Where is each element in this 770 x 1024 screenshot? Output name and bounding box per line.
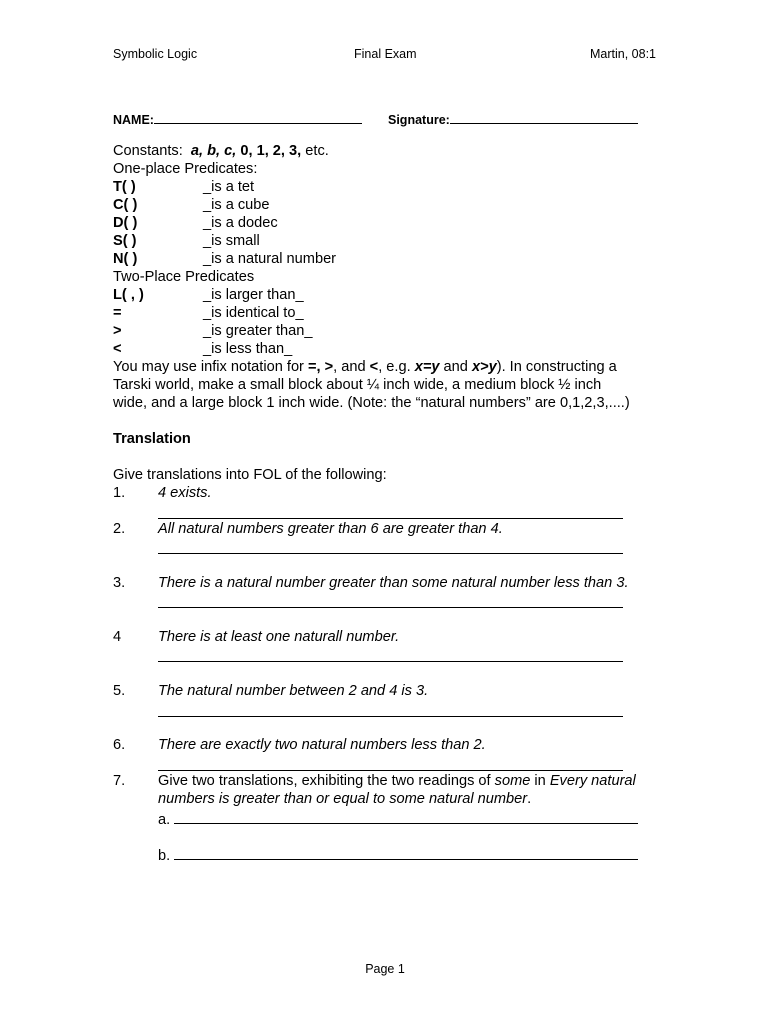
predicate-description: _is a cube — [203, 197, 270, 213]
predicate-description: _is a dodec — [203, 215, 278, 231]
answer-b-label: b. — [158, 848, 171, 864]
two-place-heading: Two-Place Predicates — [113, 269, 255, 285]
predicate-symbol: L( , ) — [113, 287, 144, 303]
predicate-symbol: D( ) — [113, 215, 138, 231]
predicate-symbol: < — [113, 341, 122, 357]
answer-a-line[interactable] — [174, 809, 638, 824]
predicate-description: _is identical to_ — [203, 305, 304, 321]
infix-note-line-3: wide, and a large block 1 inch wide. (Note: the “natural numbers” are 0,1,2,3,....) — [113, 395, 630, 411]
predicate-symbol: = — [113, 305, 122, 321]
question-text: There is at least one naturall number. — [158, 629, 400, 645]
infix-note-line-2: Tarski world, make a small block about ¼ inch wide, a medium block ½ inch — [113, 377, 602, 393]
constants-letters: a, b, c, — [190, 143, 237, 159]
signature-field[interactable] — [388, 111, 638, 127]
answer-line[interactable] — [158, 518, 623, 519]
constants-line — [113, 142, 329, 160]
answer-a[interactable] — [158, 809, 638, 829]
question-text: There are exactly two natural numbers less than 2. — [158, 737, 486, 753]
answer-line[interactable] — [158, 553, 623, 554]
section-title: Translation — [113, 431, 191, 447]
instructions: Give translations into FOL of the following: — [113, 467, 387, 483]
signature-label: Signature: — [388, 113, 450, 127]
answer-b-line[interactable] — [174, 845, 638, 860]
page-number: Page 1 — [365, 962, 405, 976]
question-number: 4 — [113, 629, 122, 645]
one-place-heading: One-place Predicates: — [113, 161, 258, 177]
predicate-symbol: S( ) — [113, 233, 137, 249]
constants-etc: etc. — [305, 143, 329, 159]
question-number: 7. — [113, 773, 126, 789]
predicate-symbol: > — [113, 323, 122, 339]
answer-b[interactable] — [158, 845, 638, 865]
course-title: Symbolic Logic — [113, 47, 198, 61]
predicate-description: _is a tet — [203, 179, 255, 195]
name-label: NAME: — [113, 113, 154, 127]
question-text: 4 exists. — [158, 485, 212, 501]
answer-line[interactable] — [158, 607, 623, 608]
answer-line[interactable] — [158, 716, 623, 717]
question-number: 5. — [113, 683, 126, 699]
question-text: There is a natural number greater than some natural number less than 3. — [158, 575, 629, 591]
question-text: Give two translations, exhibiting the two readings of some in Every natural numbers is greater than or equal to some natural number. — [158, 773, 636, 807]
predicate-description: _is small — [203, 233, 260, 249]
name-blank[interactable] — [154, 111, 362, 124]
question-number: 2. — [113, 521, 126, 537]
infix-note — [113, 358, 673, 412]
question-text: The natural number between 2 and 4 is 3. — [158, 683, 429, 699]
predicate-symbol: N( ) — [113, 251, 138, 267]
answer-line[interactable] — [158, 770, 623, 771]
signature-blank[interactable] — [450, 111, 638, 124]
predicate-description: _is a natural number — [203, 251, 337, 267]
question-number: 6. — [113, 737, 126, 753]
predicate-description: _is greater than_ — [203, 323, 313, 339]
answer-a-label: a. — [158, 812, 171, 828]
name-field[interactable] — [113, 111, 362, 127]
constants-numbers: 0, 1, 2, 3, — [240, 143, 302, 159]
predicate-description: _is less than_ — [203, 341, 293, 357]
answer-line[interactable] — [158, 661, 623, 662]
instructor-section: Martin, 08:1 — [590, 47, 657, 61]
question-number: 3. — [113, 575, 126, 591]
predicate-description: _is larger than_ — [203, 287, 304, 303]
predicate-symbol: T( ) — [113, 179, 136, 195]
exam-title: Final Exam — [354, 47, 417, 61]
question-text: All natural numbers greater than 6 are greater than 4. — [158, 521, 503, 537]
infix-note-line-1: You may use infix notation for =, >, and <, e.g. x=y and x>y). In constructing a — [113, 359, 617, 375]
predicate-symbol: C( ) — [113, 197, 138, 213]
question-number: 1. — [113, 485, 126, 501]
constants-label: Constants: — [113, 143, 183, 159]
